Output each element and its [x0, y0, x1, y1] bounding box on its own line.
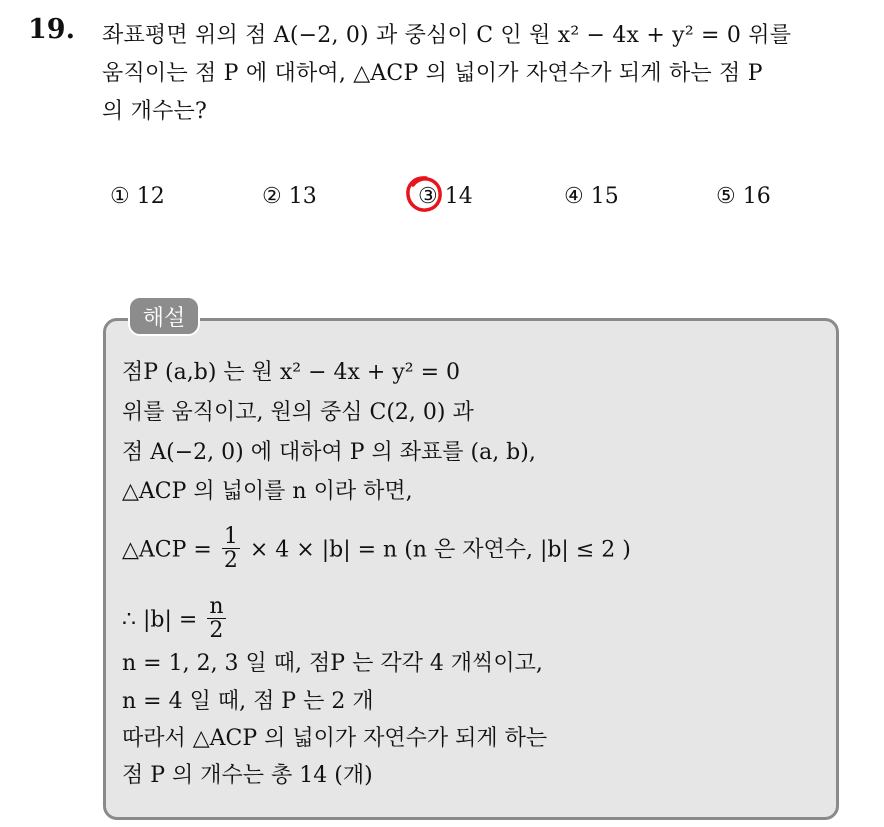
choice-5[interactable]: ⑤ 16: [716, 184, 771, 209]
question-text-line-1: 좌표평면 위의 점 A(−2, 0) 과 중심이 C 인 원 x² − 4x + y² = 0 위를: [102, 23, 792, 48]
fraction-numerator: 1: [223, 524, 238, 549]
solution-line-7: n = 1, 2, 3 일 때, 점P 는 각각 4 개씩이고,: [122, 651, 543, 676]
fraction-n-over-two: [207, 595, 225, 642]
solution-line-6: [122, 594, 229, 644]
question-text-line-3: 의 개수는?: [102, 99, 207, 124]
choice-1[interactable]: ① 12: [110, 184, 165, 209]
solution-line-2: 위를 움직이고, 원의 중심 C(2, 0) 과: [122, 400, 474, 425]
question-number: 19.: [28, 14, 75, 45]
question-text-line-2: 움직이는 점 P 에 대하여, △ACP 의 넓이가 자연수가 되게 하는 점 P: [102, 61, 763, 86]
fraction-denominator: 2: [207, 618, 225, 642]
solution-tag: 해설: [128, 296, 200, 336]
solution-line-6-lhs: ∴ |b| =: [122, 607, 198, 633]
solution-line-5-lhs: △ACP =: [122, 537, 212, 563]
fraction-denominator: 2: [223, 548, 238, 574]
solution-line-10: 점 P 의 개수는 총 14 (개): [122, 763, 373, 788]
solution-line-9: 따라서 △ACP 의 넓이가 자연수가 되게 하는: [122, 726, 548, 751]
solution-line-4: △ACP 의 넓이를 n 이라 하면,: [122, 479, 413, 504]
fraction-one-half: [222, 525, 240, 572]
choice-4[interactable]: ④ 15: [564, 184, 619, 209]
choice-2[interactable]: ② 13: [262, 184, 317, 209]
choice-3[interactable]: ③ 14: [418, 184, 473, 209]
solution-line-8: n = 4 일 때, 점 P 는 2 개: [122, 689, 374, 714]
fraction-numerator: n: [209, 594, 224, 619]
solution-line-3: 점 A(−2, 0) 에 대하여 P 의 좌표를 (a, b),: [122, 440, 536, 465]
solution-line-5: [122, 524, 631, 574]
solution-line-5-rhs: × 4 × |b| = n (n 은 자연수, |b| ≤ 2 ): [249, 537, 631, 563]
solution-line-1: 점P (a,b) 는 원 x² − 4x + y² = 0: [122, 360, 461, 385]
